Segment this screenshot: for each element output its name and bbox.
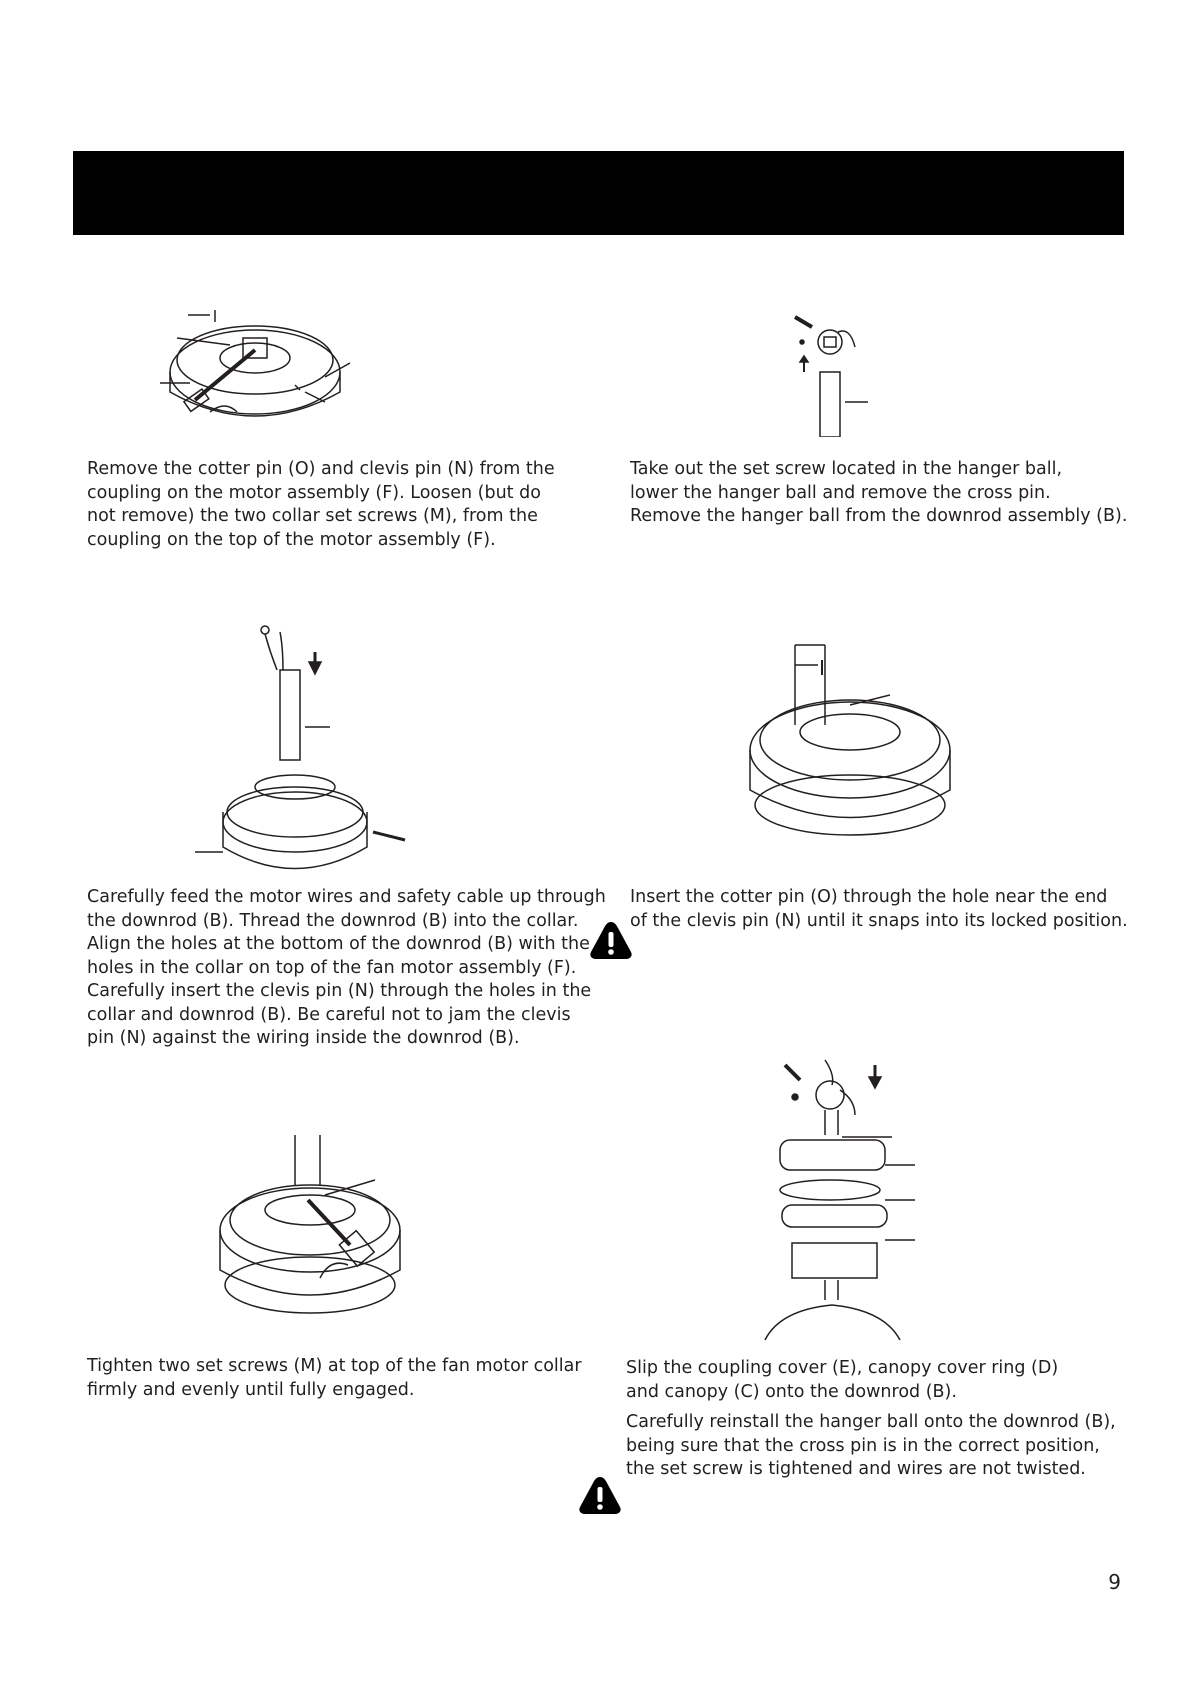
page-number: 9 (1108, 1570, 1121, 1594)
fan-motor-remove-pins-figure (155, 300, 355, 440)
step-remove-pins-text: Remove the cotter pin (O) and clevis pin (N) from the coupling on the motor assembly (F). Loosen (but do not remove) the two collar set screws (M), from the coupling on the top of the motor assembly (F). (87, 459, 555, 550)
tighten-set-screws-figure (210, 1130, 410, 1340)
slip-covers-canopy-figure (760, 1055, 925, 1345)
step-tighten-screws-text: Tighten two set screws (M) at top of the fan motor collar firmly and evenly until fully engaged. (87, 1356, 582, 1400)
step-remove-hanger-ball-text: Take out the set screw located in the hanger ball, lower the hanger ball and remove the cross pin. Remove the hanger ball from the downrod assembly (B). (630, 459, 1128, 526)
step-insert-cotter-pin-text: Insert the cotter pin (O) through the hole near the end of the clevis pin (N) until it snaps into its locked position. (630, 887, 1128, 931)
section-header-bar (73, 151, 1124, 235)
warning-icon (589, 920, 633, 960)
step-reinstall-hanger-ball-text: Carefully reinstall the hanger ball onto the downrod (B), being sure that the cross pin is in the correct position, the set screw is tightened and wires are not twisted. (626, 1412, 1116, 1479)
hanger-ball-downrod-figure (790, 312, 890, 437)
step-slip-covers-text: Slip the coupling cover (E), canopy cover ring (D) and canopy (C) onto the downrod (B). (626, 1358, 1059, 1402)
warning-icon (578, 1475, 622, 1515)
insert-cotter-pin-figure (740, 640, 960, 860)
step-feed-wires-text: Carefully feed the motor wires and safety cable up through the downrod (B). Thread the downrod (B) into the collar. Align the holes at the bottom of the downrod (B) with the holes in the collar on top of the fan motor assembly (F). Carefully insert the clevis pin (N) through the holes in the collar and downrod (B). Be careful not to jam the clevis pin (N) against the wiring inside the downrod (B). (87, 887, 606, 1048)
feed-wires-downrod-figure (195, 622, 425, 880)
